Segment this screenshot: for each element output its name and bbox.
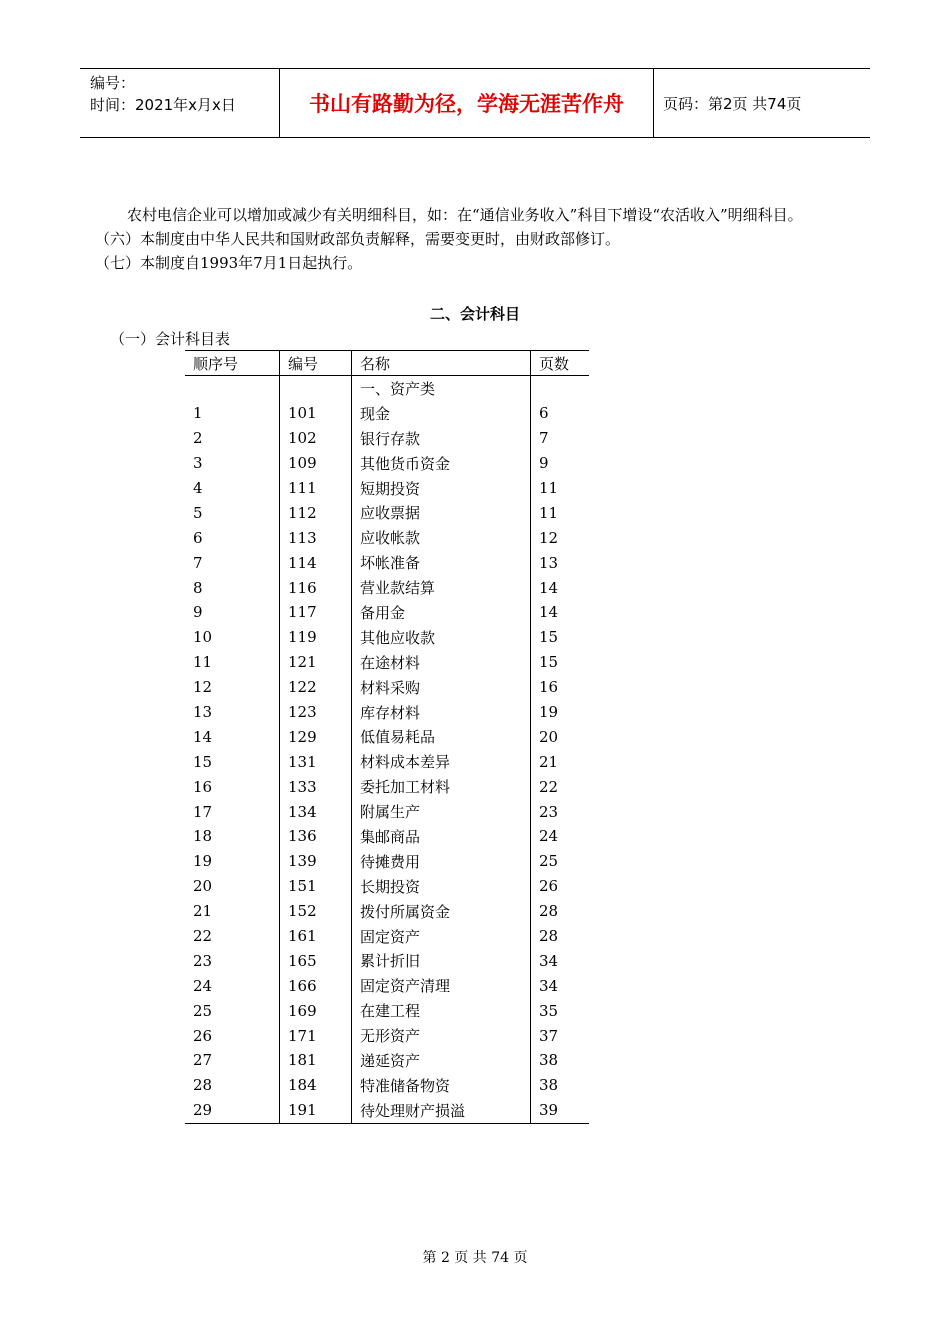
pages-cell: 11 xyxy=(531,500,590,525)
order-cell: 14 xyxy=(193,727,213,746)
code-cell: 109 xyxy=(280,451,352,476)
name-cell: 递延资产 xyxy=(352,1048,531,1073)
pages-cell: 16 xyxy=(531,675,590,700)
pages-cell: 37 xyxy=(531,1023,590,1048)
pages-cell: 34 xyxy=(531,973,590,998)
table-row xyxy=(185,749,589,774)
table-row xyxy=(185,774,589,799)
name-cell: 坏帐准备 xyxy=(352,550,531,575)
code-cell: 122 xyxy=(280,675,352,700)
name-cell: 低值易耗品 xyxy=(352,724,531,749)
table-row xyxy=(185,426,589,451)
date-line: 时间：2021年x月x日 xyxy=(90,96,236,114)
code-cell: 121 xyxy=(280,650,352,675)
header-page-info: 页码：第2页 共74页 xyxy=(663,94,802,113)
code-cell: 136 xyxy=(280,824,352,849)
table-row xyxy=(185,874,589,899)
name-cell: 委托加工材料 xyxy=(352,774,531,799)
table-row xyxy=(185,625,589,650)
header-pages: 页数 xyxy=(531,351,590,376)
category-label: 一、资产类 xyxy=(352,376,531,401)
pages-cell: 35 xyxy=(531,998,590,1023)
order-cell: 13 xyxy=(193,703,213,722)
paragraph-1: 农村电信企业可以增加或减少有关明细科目，如：在“通信业务收入”科目下增设“农活收入”明细科目。 xyxy=(127,206,803,224)
order-cell: 8 xyxy=(193,578,203,597)
name-cell: 短期投资 xyxy=(352,476,531,501)
page-header xyxy=(80,68,870,138)
category-code-cell xyxy=(280,376,352,401)
pages-cell: 21 xyxy=(531,749,590,774)
pages-cell: 12 xyxy=(531,525,590,550)
table-row xyxy=(185,1098,589,1123)
table-row xyxy=(185,998,589,1023)
header-meta xyxy=(80,69,280,137)
pages-cell: 34 xyxy=(531,948,590,973)
table-row xyxy=(185,1073,589,1098)
pages-cell: 38 xyxy=(531,1073,590,1098)
order-cell: 11 xyxy=(193,653,213,672)
code-cell: 123 xyxy=(280,700,352,725)
table-row xyxy=(185,849,589,874)
pages-cell: 39 xyxy=(531,1098,590,1123)
pages-cell: 11 xyxy=(531,476,590,501)
order-cell: 26 xyxy=(193,1026,213,1045)
code-cell: 113 xyxy=(280,525,352,550)
code-cell: 116 xyxy=(280,575,352,600)
pages-cell: 23 xyxy=(531,799,590,824)
code-cell: 191 xyxy=(280,1098,352,1123)
code-cell: 102 xyxy=(280,426,352,451)
code-cell: 112 xyxy=(280,500,352,525)
name-cell: 固定资产清理 xyxy=(352,973,531,998)
order-cell: 28 xyxy=(193,1076,213,1095)
order-cell: 17 xyxy=(193,802,213,821)
code-cell: 181 xyxy=(280,1048,352,1073)
category-row xyxy=(185,376,589,401)
pages-cell: 15 xyxy=(531,650,590,675)
pages-cell: 19 xyxy=(531,700,590,725)
order-cell: 23 xyxy=(193,951,213,970)
name-cell: 固定资产 xyxy=(352,924,531,949)
order-cell: 4 xyxy=(193,479,203,497)
code-cell: 161 xyxy=(280,924,352,949)
order-cell: 24 xyxy=(193,976,213,995)
name-cell: 备用金 xyxy=(352,600,531,625)
body-text xyxy=(95,203,855,275)
code-cell: 111 xyxy=(280,476,352,501)
header-name: 名称 xyxy=(352,351,531,376)
order-cell: 20 xyxy=(193,877,213,896)
order-cell: 3 xyxy=(193,454,203,473)
table-row xyxy=(185,600,589,625)
name-cell: 待摊费用 xyxy=(352,849,531,874)
pages-cell: 26 xyxy=(531,874,590,899)
table-row xyxy=(185,500,589,525)
pages-cell: 13 xyxy=(531,550,590,575)
pages-cell: 38 xyxy=(531,1048,590,1073)
name-cell: 现金 xyxy=(352,401,531,426)
pages-cell: 28 xyxy=(531,899,590,924)
code-cell: 133 xyxy=(280,774,352,799)
code-cell: 166 xyxy=(280,973,352,998)
name-cell: 特准储备物资 xyxy=(352,1073,531,1098)
table-row xyxy=(185,824,589,849)
order-cell: 10 xyxy=(193,628,213,647)
table-row xyxy=(185,575,589,600)
order-cell: 7 xyxy=(193,553,203,572)
name-cell: 长期投资 xyxy=(352,874,531,899)
code-cell: 131 xyxy=(280,749,352,774)
table-row xyxy=(185,948,589,973)
code-cell: 152 xyxy=(280,899,352,924)
code-cell: 139 xyxy=(280,849,352,874)
code-cell: 119 xyxy=(280,625,352,650)
order-cell: 27 xyxy=(193,1051,213,1070)
pages-cell: 25 xyxy=(531,849,590,874)
name-cell: 累计折旧 xyxy=(352,948,531,973)
header-motto: 书山有路勤为径，学海无涯苦作舟 xyxy=(280,69,654,137)
code-cell: 151 xyxy=(280,874,352,899)
name-cell: 集邮商品 xyxy=(352,824,531,849)
table-row xyxy=(185,451,589,476)
table-row xyxy=(185,476,589,501)
header-code: 编号 xyxy=(280,351,352,376)
name-cell: 库存材料 xyxy=(352,700,531,725)
order-cell: 16 xyxy=(193,777,213,796)
code-cell: 101 xyxy=(280,401,352,426)
table-header-row xyxy=(185,351,589,376)
pages-cell: 14 xyxy=(531,575,590,600)
order-cell: 5 xyxy=(193,503,203,522)
order-cell: 12 xyxy=(193,678,213,697)
pages-cell: 24 xyxy=(531,824,590,849)
order-cell: 6 xyxy=(193,528,203,547)
pages-cell: 15 xyxy=(531,625,590,650)
name-cell: 附属生产 xyxy=(352,799,531,824)
table-row xyxy=(185,675,589,700)
name-cell: 在途材料 xyxy=(352,650,531,675)
name-cell: 材料采购 xyxy=(352,675,531,700)
order-cell: 9 xyxy=(193,603,203,622)
table-row xyxy=(185,700,589,725)
table-row xyxy=(185,899,589,924)
code-cell: 184 xyxy=(280,1073,352,1098)
pages-cell: 7 xyxy=(531,426,590,451)
table-row xyxy=(185,724,589,749)
name-cell: 应收票据 xyxy=(352,500,531,525)
table-row xyxy=(185,924,589,949)
name-cell: 待处理财产损溢 xyxy=(352,1098,531,1123)
accounts-table xyxy=(185,350,589,1124)
table-row xyxy=(185,1023,589,1048)
table-row xyxy=(185,550,589,575)
name-cell: 其他货币资金 xyxy=(352,451,531,476)
code-cell: 165 xyxy=(280,948,352,973)
name-cell: 在建工程 xyxy=(352,998,531,1023)
category-pages-cell xyxy=(531,376,590,401)
name-cell: 营业款结算 xyxy=(352,575,531,600)
order-cell: 15 xyxy=(193,752,213,771)
header-order: 顺序号 xyxy=(185,351,280,376)
code-cell: 117 xyxy=(280,600,352,625)
pages-cell: 20 xyxy=(531,724,590,749)
name-cell: 材料成本差异 xyxy=(352,749,531,774)
code-cell: 169 xyxy=(280,998,352,1023)
order-cell: 21 xyxy=(193,902,213,921)
table-row xyxy=(185,650,589,675)
pages-cell: 22 xyxy=(531,774,590,799)
order-cell: 19 xyxy=(193,852,213,871)
table-caption: （一）会计科目表 xyxy=(110,330,231,348)
paragraph-2: （六）本制度由中华人民共和国财政部负责解释，需要变更时，由财政部修订。 xyxy=(95,230,621,248)
table-row xyxy=(185,525,589,550)
order-cell: 18 xyxy=(193,827,213,846)
order-cell: 25 xyxy=(193,1001,213,1020)
order-cell: 1 xyxy=(193,404,203,423)
order-cell: 22 xyxy=(193,927,213,946)
order-cell: 29 xyxy=(185,1098,280,1123)
name-cell: 应收帐款 xyxy=(352,525,531,550)
code-cell: 129 xyxy=(280,724,352,749)
page-footer: 第 2 页 共 74 页 xyxy=(422,1250,528,1266)
section-title: 二、会计科目 xyxy=(429,305,520,323)
name-cell: 拨付所属资金 xyxy=(352,899,531,924)
serial-label: 编号： xyxy=(90,74,136,92)
pages-cell: 14 xyxy=(531,600,590,625)
name-cell: 其他应收款 xyxy=(352,625,531,650)
code-cell: 171 xyxy=(280,1023,352,1048)
pages-cell: 9 xyxy=(531,451,590,476)
table-row xyxy=(185,401,589,426)
code-cell: 134 xyxy=(280,799,352,824)
category-order-cell xyxy=(185,376,280,401)
pages-cell: 6 xyxy=(531,401,590,426)
pages-cell: 28 xyxy=(531,924,590,949)
order-cell: 2 xyxy=(193,429,203,448)
paragraph-3: （七）本制度自1993年7月1日起执行。 xyxy=(95,254,363,272)
name-cell: 银行存款 xyxy=(352,426,531,451)
code-cell: 114 xyxy=(280,550,352,575)
name-cell: 无形资产 xyxy=(352,1023,531,1048)
table-row xyxy=(185,973,589,998)
table-row xyxy=(185,799,589,824)
table-row xyxy=(185,1048,589,1073)
